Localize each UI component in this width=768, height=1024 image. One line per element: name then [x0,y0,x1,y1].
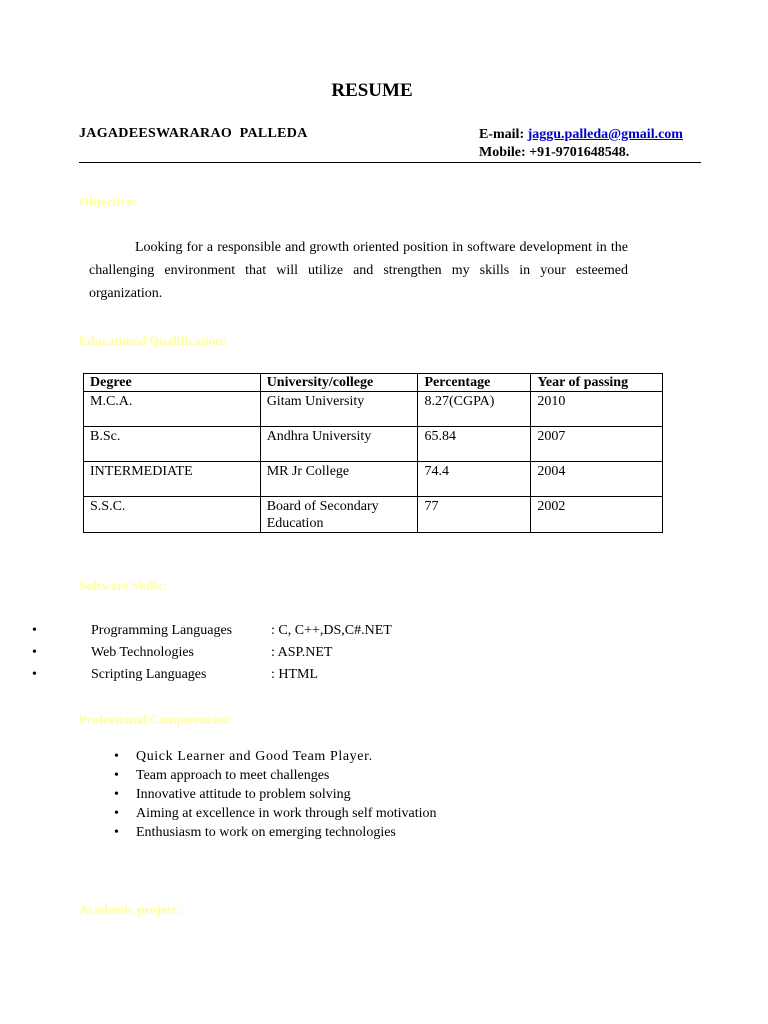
cell-year: 2002 [531,497,663,533]
table-row [84,462,663,497]
cell-year: 2007 [531,427,663,462]
bullet-icon: • [32,667,37,682]
contact-block [479,126,683,162]
bullet-icon: • [32,645,37,660]
column-header-year: Year of passing [531,374,663,392]
objective-heading: Objective: [79,194,137,209]
cell-percentage: 8.27(CGPA) [418,392,531,427]
bullet-icon: • [114,806,119,821]
bullet-icon: • [32,623,37,638]
cell-university: Board of Secondary Education [260,497,418,533]
cell-percentage: 77 [418,497,531,533]
competency-text: Innovative attitude to problem solving [136,787,351,802]
email-line [479,126,683,144]
header-divider [79,162,701,163]
skill-value: : HTML [271,667,319,682]
skill-label: Programming Languages [91,623,233,638]
education-heading: Educational Qualification: [79,333,227,348]
email-label: E-mail: [479,127,528,142]
academic-project-heading: Academic project: [79,902,181,917]
cell-percentage: 65.84 [418,427,531,462]
document-title: RESUME [331,80,413,101]
mobile-line: Mobile: +91-9701648548. [479,145,630,160]
objective-body: Looking for a responsible and growth oriented position in software development in the challenging environment that will utilize and strengthen my skills in your esteemed organization. [89,240,628,301]
bullet-icon: • [114,768,119,783]
skill-value: : C, C++,DS,C#.NET [271,623,392,638]
cell-university: Andhra University [260,427,418,462]
bullet-icon: • [114,825,119,840]
competency-text: Team approach to meet challenges [136,768,330,783]
cell-degree: S.S.C. [84,497,261,533]
bullet-icon: • [114,787,119,802]
skill-label: Web Technologies [91,645,194,660]
email-link[interactable]: jaggu.palleda@gmail.com [527,127,683,142]
competency-text: Quick Learner and Good Team Player. [136,749,373,764]
cell-university: MR Jr College [260,462,418,497]
column-header-degree: Degree [84,374,261,392]
candidate-name: JAGADEESWARARAO PALLEDA [79,126,308,141]
cell-university: Gitam University [260,392,418,427]
cell-degree: INTERMEDIATE [84,462,261,497]
column-header-university: University/college [260,374,418,392]
cell-percentage: 74.4 [418,462,531,497]
competency-text: Aiming at excellence in work through self motivation [136,806,437,821]
table-row [84,427,663,462]
competencies-heading: Professional Competencies: [79,712,232,727]
education-header-row [84,374,663,392]
competency-text: Enthusiasm to work on emerging technologies [136,825,396,840]
cell-degree: M.C.A. [84,392,261,427]
cell-degree: B.Sc. [84,427,261,462]
bullet-icon: • [114,749,119,764]
table-row [84,392,663,427]
education-table [83,373,663,533]
objective-text [89,236,628,305]
table-row [84,497,663,533]
cell-year: 2010 [531,392,663,427]
cell-year: 2004 [531,462,663,497]
software-skills-heading: Software Skills: [79,578,167,593]
column-header-percentage: Percentage [418,374,531,392]
skill-label: Scripting Languages [91,667,207,682]
skill-value: : ASP.NET [271,645,333,660]
